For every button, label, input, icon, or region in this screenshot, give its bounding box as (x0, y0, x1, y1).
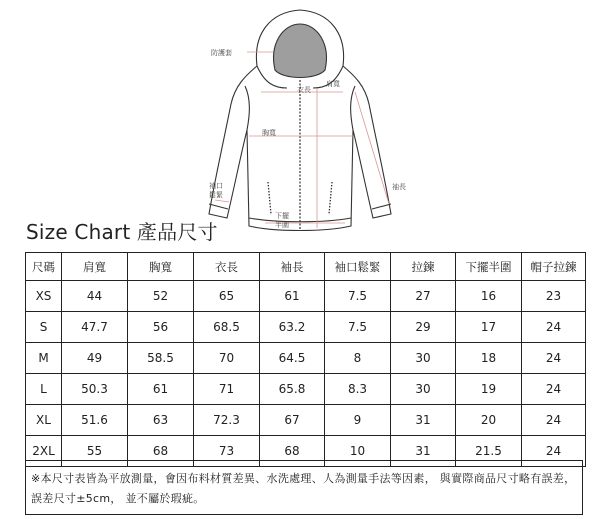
measurement-cell: 24 (522, 405, 586, 436)
size-cell: L (26, 374, 62, 405)
measurement-cell: 31 (391, 436, 456, 467)
measurement-cell: 72.3 (194, 405, 260, 436)
measurement-cell: 29 (391, 312, 456, 343)
measurement-cell: 9 (325, 405, 391, 436)
measurement-cell: 21.5 (456, 436, 522, 467)
measurement-cell: 61 (260, 281, 325, 312)
size-chart-table (25, 252, 586, 467)
measurement-cell: 70 (194, 343, 260, 374)
measurement-cell: 30 (391, 374, 456, 405)
measurement-cell: 18 (456, 343, 522, 374)
measurement-cell: 68 (260, 436, 325, 467)
size-cell: M (26, 343, 62, 374)
measurement-cell: 67 (260, 405, 325, 436)
measurement-cell: 49 (62, 343, 128, 374)
label-sleeve: 袖長 (392, 183, 406, 191)
measurement-cell: 31 (391, 405, 456, 436)
measurement-cell: 63.2 (260, 312, 325, 343)
table-row (26, 312, 586, 343)
measurement-cell: 20 (456, 405, 522, 436)
measurement-cell: 23 (522, 281, 586, 312)
measurement-cell: 73 (194, 436, 260, 467)
size-cell: S (26, 312, 62, 343)
measurement-cell: 24 (522, 312, 586, 343)
label-wind-hood: 防護套 (211, 49, 232, 57)
header-size: 尺碼 (26, 253, 62, 281)
measurement-cell: 24 (522, 436, 586, 467)
size-cell: 2XL (26, 436, 62, 467)
header-sleeve: 袖長 (260, 253, 325, 281)
jacket-illustration (195, 4, 410, 232)
page-title: Size Chart 產品尺寸 (26, 220, 218, 244)
measurement-cell: 68.5 (194, 312, 260, 343)
size-cell: XL (26, 405, 62, 436)
measurement-cell: 7.5 (325, 312, 391, 343)
size-cell: XS (26, 281, 62, 312)
measurement-cell: 19 (456, 374, 522, 405)
header-length: 衣長 (194, 253, 260, 281)
measurement-cell: 51.6 (62, 405, 128, 436)
measurement-cell: 61 (128, 374, 194, 405)
measurement-cell: 10 (325, 436, 391, 467)
header-hem: 下擺半圍 (456, 253, 522, 281)
measurement-cell: 8.3 (325, 374, 391, 405)
header-cuff: 袖口鬆緊 (325, 253, 391, 281)
measurement-cell: 30 (391, 343, 456, 374)
size-note: ※本尺寸表皆為平放測量，會因布料材質差異、水洗處理、人為測量手法等因素， 與實際商品尺寸略有誤差，誤差尺寸±5cm， 並不屬於瑕疵。 (25, 460, 583, 515)
header-shoulder: 肩寬 (62, 253, 128, 281)
table-row (26, 374, 586, 405)
measurement-cell: 47.7 (62, 312, 128, 343)
measurement-cell: 16 (456, 281, 522, 312)
jacket-diagram (195, 4, 410, 232)
table-row (26, 281, 586, 312)
measurement-cell: 24 (522, 374, 586, 405)
measurement-cell: 7.5 (325, 281, 391, 312)
label-length: 衣長 (297, 86, 311, 94)
measurement-cell: 56 (128, 312, 194, 343)
measurement-cell: 68 (128, 436, 194, 467)
measurement-cell: 55 (62, 436, 128, 467)
measurement-cell: 44 (62, 281, 128, 312)
header-chest: 胸寬 (128, 253, 194, 281)
table-header-row (26, 253, 586, 281)
measurement-cell: 65 (194, 281, 260, 312)
label-hem: 下擺 半圍 (275, 212, 289, 229)
label-cuff: 袖口 鬆緊 (209, 182, 223, 199)
header-hood-zipper: 帽子拉鍊 (522, 253, 586, 281)
measurement-cell: 64.5 (260, 343, 325, 374)
measurement-cell: 50.3 (62, 374, 128, 405)
measurement-cell: 27 (391, 281, 456, 312)
measurement-cell: 71 (194, 374, 260, 405)
measurement-cell: 17 (456, 312, 522, 343)
label-shoulder: 肩寬 (326, 80, 340, 88)
header-zipper: 拉鍊 (391, 253, 456, 281)
table-row (26, 405, 586, 436)
measurement-cell: 52 (128, 281, 194, 312)
label-chest: 胸寬 (262, 129, 276, 137)
measurement-cell: 65.8 (260, 374, 325, 405)
measurement-cell: 8 (325, 343, 391, 374)
table-row (26, 343, 586, 374)
measurement-cell: 24 (522, 343, 586, 374)
measurement-cell: 63 (128, 405, 194, 436)
measurement-cell: 58.5 (128, 343, 194, 374)
